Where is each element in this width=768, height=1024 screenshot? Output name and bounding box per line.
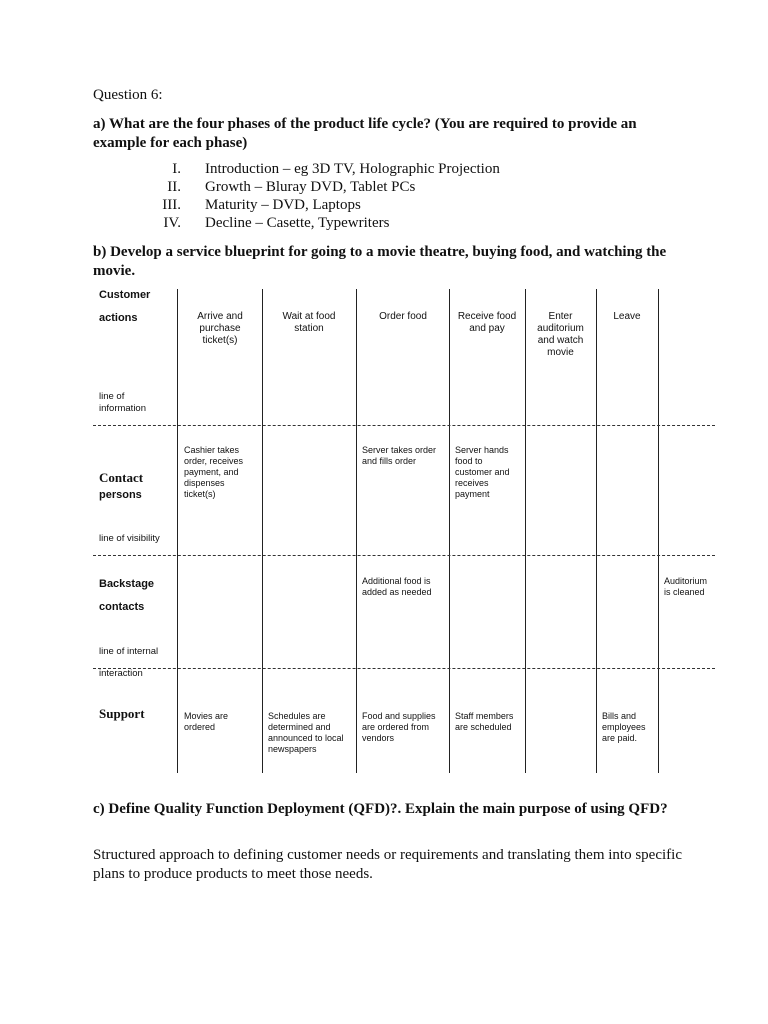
phase-num-1: I. [172,161,181,177]
phase-num-4: IV. [163,215,181,231]
question-part-b: b) Develop a service blueprint for going to a movie theatre, buying food, and watching the movie. [93,244,667,279]
contact-cell-3: Server takes order and fills order [362,445,437,466]
line-label-internal-1: line of internal [99,646,159,657]
line-of-visibility [93,555,715,556]
customer-action-2: Wait at food station [282,311,336,334]
customer-action-3: Order food [379,311,427,322]
support-cell-2: Schedules are determined and announced to local newspapers [268,711,344,754]
question-title: Question 6: [93,87,163,103]
column-divider [449,289,450,773]
row-label-contact: Contact [99,470,144,485]
column-divider [177,289,178,773]
customer-action-5: Enter auditorium and watch movie [537,311,584,358]
line-label-information-1: line of [99,391,125,402]
support-cell-3: Food and supplies are ordered from vendors [362,711,436,743]
column-divider [525,289,526,773]
line-of-information [93,425,715,426]
line-label-internal-2: interaction [99,668,143,679]
question-part-a: a) What are the four phases of the product life cycle? (You are required to provide an example for each phase) [93,116,637,151]
row-label-actions: actions [99,312,138,324]
line-of-internal-interaction [93,668,715,669]
phase-num-2: II. [167,179,181,195]
row-label-support: Support [99,706,145,721]
row-label-customer: Customer [99,289,151,301]
support-cell-6: Bills and employees are paid. [602,711,646,743]
phase-text-2: Growth – Bluray DVD, Tablet PCs [205,179,416,195]
phase-num-3: III. [162,197,181,213]
column-divider [596,289,597,773]
backstage-cell-3: Additional food is added as needed [362,576,432,597]
answer-part-c: Structured approach to defining customer needs or requirements and translating them into specific plans to produce products to meet those needs. [93,847,682,882]
column-divider [262,289,263,773]
contact-cell-1: Cashier takes order, receives payment, and dispenses ticket(s) [184,445,244,499]
phase-text-3: Maturity – DVD, Laptops [205,197,361,213]
customer-action-1: Arrive and purchase ticket(s) [197,311,243,346]
question-part-c: c) Define Quality Function Deployment (QFD)?. Explain the main purpose of using QFD? [93,801,668,817]
support-cell-1: Movies are ordered [184,711,229,732]
backstage-cell-7: Auditorium is cleaned [664,576,708,597]
line-label-visibility: line of visibility [99,533,160,544]
support-cell-4: Staff members are scheduled [455,711,514,732]
customer-action-4: Receive food and pay [457,311,517,334]
column-divider [658,289,659,773]
customer-action-6: Leave [613,311,641,322]
column-divider [356,289,357,773]
phase-text-4: Decline – Casette, Typewriters [205,215,390,231]
contact-cell-4: Server hands food to customer and receives payment [455,445,510,499]
row-label-contacts: contacts [99,601,145,613]
row-label-backstage: Backstage [99,578,155,590]
phase-text-1: Introduction – eg 3D TV, Holographic Projection [205,161,500,177]
line-label-information-2: information [99,403,146,414]
row-label-persons: persons [99,489,142,501]
